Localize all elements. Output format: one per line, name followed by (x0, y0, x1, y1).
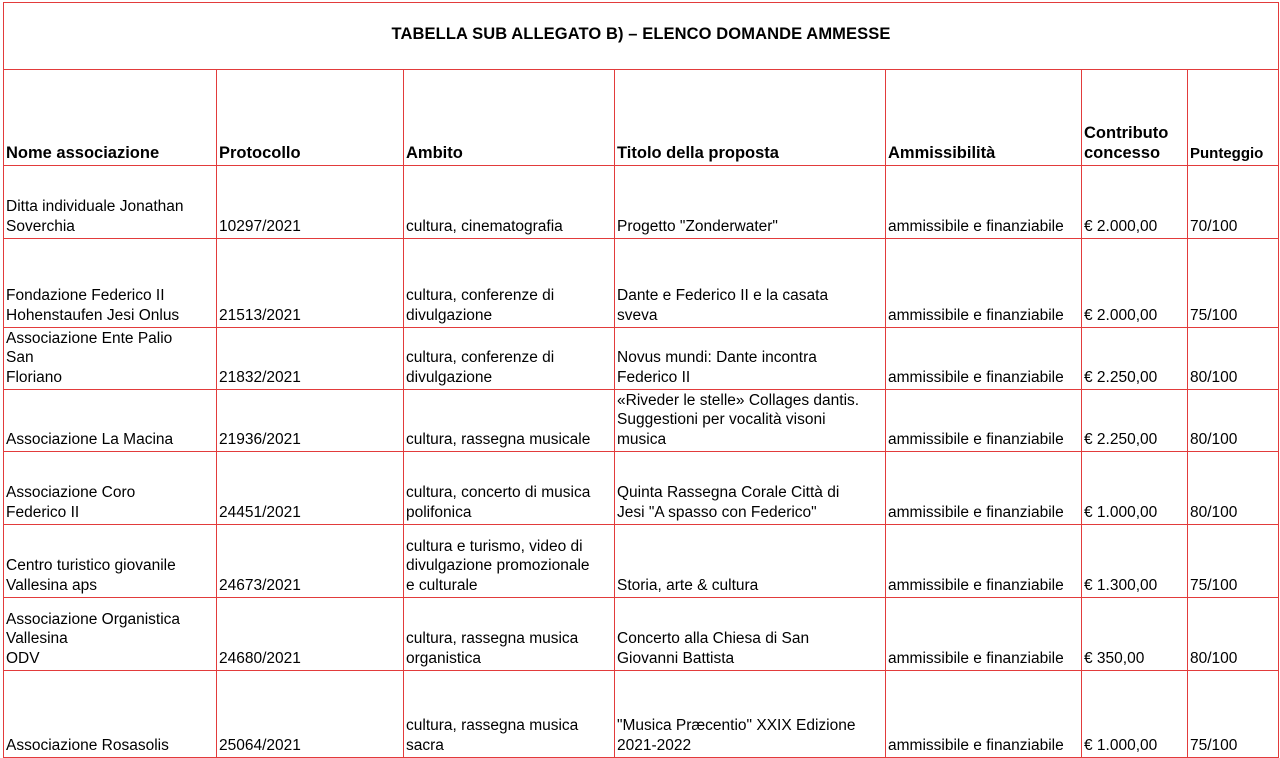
cell-titolo-proposta: Dante e Federico II e la casata sveva (615, 239, 886, 328)
header-ambito: Ambito (404, 70, 615, 166)
cell-punteggio: 80/100 (1188, 452, 1279, 525)
header-titolo-proposta: Titolo della proposta (615, 70, 886, 166)
cell-contributo-concesso: € 2.000,00 (1082, 239, 1188, 328)
cell-protocollo: 21513/2021 (217, 239, 404, 328)
cell-punteggio: 75/100 (1188, 671, 1279, 758)
cell-ambito: cultura, concerto di musica polifonica (404, 452, 615, 525)
cell-nome-associazione: Associazione Coro Federico II (4, 452, 217, 525)
header-contributo-concesso: Contributo concesso (1082, 70, 1188, 166)
table-title: TABELLA SUB ALLEGATO B) – ELENCO DOMANDE AMMESSE (4, 3, 1279, 70)
cell-ambito: cultura, rassegna musicale (404, 390, 615, 452)
cell-ammissibilita: ammissibile e finanziabile (886, 671, 1082, 758)
cell-ammissibilita: ammissibile e finanziabile (886, 525, 1082, 598)
cell-titolo-proposta: Progetto "Zonderwater" (615, 166, 886, 239)
cell-protocollo: 24451/2021 (217, 452, 404, 525)
cell-nome-associazione: Associazione La Macina (4, 390, 217, 452)
cell-ammissibilita: ammissibile e finanziabile (886, 166, 1082, 239)
table-row (4, 390, 1279, 452)
cell-nome-associazione: Associazione Organistica Vallesina ODV (4, 598, 217, 671)
cell-ambito: cultura, conferenze di divulgazione (404, 239, 615, 328)
cell-protocollo: 21832/2021 (217, 328, 404, 390)
table-row (4, 166, 1279, 239)
cell-ambito: cultura, rassegna musica sacra (404, 671, 615, 758)
cell-nome-associazione: Associazione Ente Palio San Floriano (4, 328, 217, 390)
cell-punteggio: 70/100 (1188, 166, 1279, 239)
header-protocollo: Protocollo (217, 70, 404, 166)
header-nome-associazione: Nome associazione (4, 70, 217, 166)
cell-punteggio: 80/100 (1188, 390, 1279, 452)
cell-protocollo: 24673/2021 (217, 525, 404, 598)
cell-protocollo: 24680/2021 (217, 598, 404, 671)
title-row (4, 3, 1279, 70)
cell-punteggio: 75/100 (1188, 525, 1279, 598)
cell-punteggio: 80/100 (1188, 328, 1279, 390)
cell-contributo-concesso: € 1.000,00 (1082, 671, 1188, 758)
table-row (4, 525, 1279, 598)
cell-ammissibilita: ammissibile e finanziabile (886, 452, 1082, 525)
cell-ammissibilita: ammissibile e finanziabile (886, 328, 1082, 390)
cell-protocollo: 10297/2021 (217, 166, 404, 239)
cell-nome-associazione: Associazione Rosasolis (4, 671, 217, 758)
cell-titolo-proposta: Quinta Rassegna Corale Città di Jesi "A spasso con Federico" (615, 452, 886, 525)
table-row (4, 239, 1279, 328)
cell-ambito: cultura, cinematografia (404, 166, 615, 239)
cell-contributo-concesso: € 2.000,00 (1082, 166, 1188, 239)
table-row (4, 452, 1279, 525)
cell-contributo-concesso: € 350,00 (1082, 598, 1188, 671)
cell-ambito: cultura, rassegna musica organistica (404, 598, 615, 671)
cell-ammissibilita: ammissibile e finanziabile (886, 598, 1082, 671)
cell-punteggio: 75/100 (1188, 239, 1279, 328)
table-row (4, 671, 1279, 758)
cell-contributo-concesso: € 2.250,00 (1082, 390, 1188, 452)
header-row (4, 70, 1279, 166)
cell-punteggio: 80/100 (1188, 598, 1279, 671)
table-row (4, 598, 1279, 671)
cell-ammissibilita: ammissibile e finanziabile (886, 239, 1082, 328)
table-row (4, 328, 1279, 390)
header-punteggio: Punteggio (1188, 70, 1279, 166)
cell-ammissibilita: ammissibile e finanziabile (886, 390, 1082, 452)
header-ammissibilita: Ammissibilità (886, 70, 1082, 166)
cell-titolo-proposta: Storia, arte & cultura (615, 525, 886, 598)
cell-titolo-proposta: Concerto alla Chiesa di San Giovanni Battista (615, 598, 886, 671)
cell-nome-associazione: Ditta individuale Jonathan Soverchia (4, 166, 217, 239)
admitted-applications-table (3, 2, 1279, 758)
cell-ambito: cultura e turismo, video di divulgazione promozionale e culturale (404, 525, 615, 598)
cell-nome-associazione: Fondazione Federico II Hohenstaufen Jesi Onlus (4, 239, 217, 328)
cell-titolo-proposta: "Musica Præcentio" XXIX Edizione 2021-2022 (615, 671, 886, 758)
cell-protocollo: 25064/2021 (217, 671, 404, 758)
cell-contributo-concesso: € 2.250,00 (1082, 328, 1188, 390)
cell-titolo-proposta: «Riveder le stelle» Collages dantis. Suggestioni per vocalità visoni musica (615, 390, 886, 452)
cell-ambito: cultura, conferenze di divulgazione (404, 328, 615, 390)
cell-contributo-concesso: € 1.000,00 (1082, 452, 1188, 525)
cell-nome-associazione: Centro turistico giovanile Vallesina aps (4, 525, 217, 598)
cell-titolo-proposta: Novus mundi: Dante incontra Federico II (615, 328, 886, 390)
cell-contributo-concesso: € 1.300,00 (1082, 525, 1188, 598)
cell-protocollo: 21936/2021 (217, 390, 404, 452)
